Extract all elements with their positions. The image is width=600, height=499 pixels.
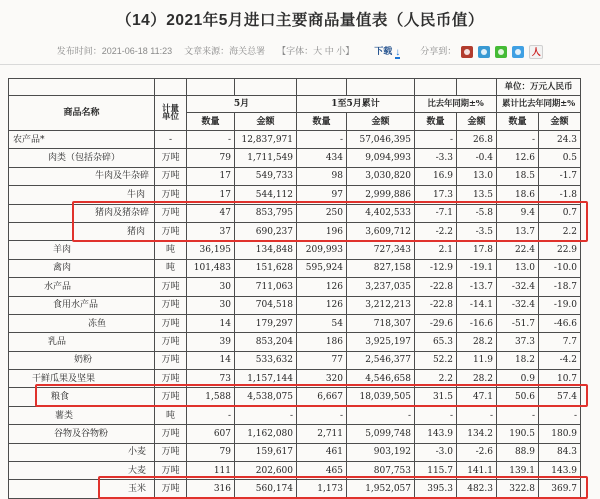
unit-cell: 万吨	[155, 425, 187, 443]
table-row	[9, 204, 581, 222]
value-cell: -	[235, 406, 297, 424]
value-cell: 180.9	[539, 425, 581, 443]
table-unit-row	[9, 79, 581, 96]
value-cell: 98	[297, 167, 347, 185]
download-label: 下载	[374, 46, 393, 56]
value-cell: -	[187, 131, 235, 149]
commodity-name: 牛肉	[9, 186, 155, 204]
header-commodity-name: 商品名称	[9, 96, 155, 131]
commodity-name: 猪肉	[9, 222, 155, 240]
value-cell: 0.5	[539, 149, 581, 167]
value-cell: -18.7	[539, 278, 581, 296]
value-cell: 718,307	[347, 314, 415, 332]
value-cell: 134.2	[457, 425, 497, 443]
value-cell: -	[497, 131, 539, 149]
unit-cell: 万吨	[155, 222, 187, 240]
unit-cell: 万吨	[155, 314, 187, 332]
value-cell: 209,993	[297, 241, 347, 259]
commodity-name: 大麦	[9, 462, 155, 480]
value-cell: 22.4	[497, 241, 539, 259]
value-cell: 5,099,748	[347, 425, 415, 443]
commodity-name: 粮食	[9, 388, 155, 406]
value-cell: 179,297	[235, 314, 297, 332]
value-cell: 159,617	[235, 443, 297, 461]
unit-cell: 吨	[155, 259, 187, 277]
share-bar	[420, 46, 543, 56]
unit-cell: 万吨	[155, 278, 187, 296]
value-cell: 6,667	[297, 388, 347, 406]
value-cell: 79	[187, 149, 235, 167]
commodity-name: 牛肉及牛杂碎	[9, 167, 155, 185]
wechat-icon[interactable]	[495, 46, 507, 58]
value-cell: -	[497, 406, 539, 424]
commodity-name: 肉类（包括杂碎）	[9, 149, 155, 167]
tencent-weibo-icon[interactable]	[512, 46, 524, 58]
value-cell: 549,733	[235, 167, 297, 185]
unit-cell: -	[155, 131, 187, 149]
header-unit-line1: 计量	[161, 103, 179, 114]
value-cell: 1,588	[187, 388, 235, 406]
empty-cell	[457, 79, 497, 96]
value-cell: 13.0	[497, 259, 539, 277]
value-cell: 37.3	[497, 333, 539, 351]
publish-time-value: 2021-06-18 11:23	[101, 46, 173, 56]
commodity-name: 小麦	[9, 443, 155, 461]
unit-cell: 万吨	[155, 204, 187, 222]
value-cell: 14	[187, 314, 235, 332]
value-cell: 853,204	[235, 333, 297, 351]
commodity-name: 羊肉	[9, 241, 155, 259]
value-cell: 115.7	[415, 462, 457, 480]
table-row	[9, 351, 581, 369]
unit-cell: 吨	[155, 241, 187, 259]
value-cell: 79	[187, 443, 235, 461]
value-cell: 57.4	[539, 388, 581, 406]
value-cell: 434	[297, 149, 347, 167]
empty-cell	[187, 79, 235, 96]
unit-note: 单位：万元人民币	[497, 79, 581, 96]
value-cell: 14	[187, 351, 235, 369]
value-cell: 141.1	[457, 462, 497, 480]
value-cell: 2.1	[415, 241, 457, 259]
unit-cell: 万吨	[155, 462, 187, 480]
value-cell: -19.1	[457, 259, 497, 277]
value-cell: 13.7	[497, 222, 539, 240]
value-cell: 316	[187, 480, 235, 498]
table-row	[9, 278, 581, 296]
value-cell: -4.2	[539, 351, 581, 369]
font-small-button[interactable]: 小	[336, 46, 346, 56]
empty-cell	[415, 79, 457, 96]
commodity-name: 水产品	[9, 278, 155, 296]
header-qty: 数量	[497, 113, 539, 131]
value-cell: 22.9	[539, 241, 581, 259]
value-cell: -	[415, 406, 457, 424]
value-cell: 18.2	[497, 351, 539, 369]
value-cell: 11.9	[457, 351, 497, 369]
download-icon: ↓	[395, 47, 401, 58]
value-cell: 807,753	[347, 462, 415, 480]
table-row	[9, 443, 581, 461]
value-cell: 101,483	[187, 259, 235, 277]
table-row	[9, 333, 581, 351]
value-cell: -3.0	[415, 443, 457, 461]
value-cell: 2,999,886	[347, 186, 415, 204]
value-cell: 39	[187, 333, 235, 351]
value-cell: 18.6	[497, 186, 539, 204]
value-cell: 3,925,197	[347, 333, 415, 351]
value-cell: -	[297, 406, 347, 424]
empty-cell	[235, 79, 297, 96]
value-cell: 73	[187, 370, 235, 388]
table-row	[9, 296, 581, 314]
value-cell: -	[539, 406, 581, 424]
value-cell: 322.8	[497, 480, 539, 498]
value-cell: 50.6	[497, 388, 539, 406]
header-may: 5月	[187, 96, 297, 113]
value-cell: -0.4	[457, 149, 497, 167]
value-cell: 97	[297, 186, 347, 204]
value-cell: 3,030,820	[347, 167, 415, 185]
value-cell: 17.8	[457, 241, 497, 259]
value-cell: -2.6	[457, 443, 497, 461]
table-row	[9, 388, 581, 406]
value-cell: -3.5	[457, 222, 497, 240]
value-cell: 3,237,035	[347, 278, 415, 296]
table-header-row-1	[9, 96, 581, 113]
unit-cell: 万吨	[155, 388, 187, 406]
commodity-table	[8, 78, 581, 499]
value-cell: 47	[187, 204, 235, 222]
icon-dot	[464, 49, 470, 55]
table-row	[9, 406, 581, 424]
value-cell: 52.2	[415, 351, 457, 369]
commodity-name: 食用水产品	[9, 296, 155, 314]
header-qty: 数量	[187, 113, 235, 131]
article-source	[184, 46, 265, 56]
value-cell: 139.1	[497, 462, 539, 480]
font-control-open: 【字体：	[277, 46, 314, 56]
value-cell: 88.9	[497, 443, 539, 461]
value-cell: 533,632	[235, 351, 297, 369]
value-cell: 320	[297, 370, 347, 388]
value-cell: -5.8	[457, 204, 497, 222]
unit-cell: 万吨	[155, 167, 187, 185]
value-cell: 1,952,057	[347, 480, 415, 498]
value-cell: -13.7	[457, 278, 497, 296]
value-cell: 1,157,144	[235, 370, 297, 388]
commodity-name: 猪肉及猪杂碎	[9, 204, 155, 222]
value-cell: 126	[297, 296, 347, 314]
value-cell: 10.7	[539, 370, 581, 388]
font-control-close: 】	[345, 46, 355, 56]
value-cell: 151,628	[235, 259, 297, 277]
value-cell: 3,212,213	[347, 296, 415, 314]
font-large-button[interactable]: 大	[313, 46, 323, 56]
value-cell: 65.3	[415, 333, 457, 351]
table-row	[9, 370, 581, 388]
value-cell: 54	[297, 314, 347, 332]
header-amt: 金额	[235, 113, 297, 131]
value-cell: -22.8	[415, 296, 457, 314]
header-unit-line2: 单位	[161, 112, 179, 122]
value-cell: 28.2	[457, 333, 497, 351]
commodity-name: 农产品*	[9, 131, 155, 149]
value-cell: 16.9	[415, 167, 457, 185]
value-cell: -1.7	[539, 167, 581, 185]
value-cell: -46.6	[539, 314, 581, 332]
value-cell: -	[297, 131, 347, 149]
value-cell: -19.0	[539, 296, 581, 314]
value-cell: 482.3	[457, 480, 497, 498]
table-row	[9, 425, 581, 443]
value-cell: 9.4	[497, 204, 539, 222]
unit-cell: 万吨	[155, 149, 187, 167]
value-cell: 727,343	[347, 241, 415, 259]
header-qty: 数量	[297, 113, 347, 131]
value-cell: 31.5	[415, 388, 457, 406]
sina-weibo-icon[interactable]	[461, 46, 473, 58]
value-cell: 704,518	[235, 296, 297, 314]
value-cell: 84.3	[539, 443, 581, 461]
value-cell: 544,112	[235, 186, 297, 204]
value-cell: -14.1	[457, 296, 497, 314]
header-qty: 数量	[415, 113, 457, 131]
value-cell: 560,174	[235, 480, 297, 498]
unit-cell: 吨	[155, 406, 187, 424]
value-cell: 186	[297, 333, 347, 351]
value-cell: -29.6	[415, 314, 457, 332]
table-body	[9, 131, 581, 499]
table-row	[9, 259, 581, 277]
unit-cell: 万吨	[155, 351, 187, 369]
icon-dot	[515, 49, 521, 55]
share-icons	[456, 45, 543, 59]
table-row	[9, 462, 581, 480]
header-yoy: 比去年同期±%	[415, 96, 497, 113]
unit-cell: 万吨	[155, 333, 187, 351]
value-cell: 17.3	[415, 186, 457, 204]
value-cell: 28.2	[457, 370, 497, 388]
value-cell: 26.8	[457, 131, 497, 149]
value-cell: -10.0	[539, 259, 581, 277]
commodity-name: 禽肉	[9, 259, 155, 277]
value-cell: -3.3	[415, 149, 457, 167]
value-cell: 1,162,080	[235, 425, 297, 443]
article-source-label: 文章来源：	[184, 46, 230, 56]
value-cell: 143.9	[539, 462, 581, 480]
value-cell: 3,609,712	[347, 222, 415, 240]
article-source-value: 海关总署	[229, 46, 266, 56]
value-cell: 77	[297, 351, 347, 369]
value-cell: -22.8	[415, 278, 457, 296]
value-cell: 2,546,377	[347, 351, 415, 369]
value-cell: 17	[187, 186, 235, 204]
header-amt: 金额	[457, 113, 497, 131]
value-cell: 1,711,549	[235, 149, 297, 167]
value-cell: 395.3	[415, 480, 457, 498]
empty-cell	[347, 79, 415, 96]
unit-cell: 万吨	[155, 443, 187, 461]
table-row	[9, 186, 581, 204]
value-cell: 18,039,505	[347, 388, 415, 406]
value-cell: 17	[187, 167, 235, 185]
value-cell: 690,237	[235, 222, 297, 240]
value-cell: 36,195	[187, 241, 235, 259]
value-cell: -	[415, 131, 457, 149]
header-amt: 金额	[539, 113, 581, 131]
value-cell: 4,402,533	[347, 204, 415, 222]
publish-time-label: 发布时间：	[56, 46, 102, 56]
qzone-icon[interactable]	[478, 46, 490, 58]
value-cell: 9,094,993	[347, 149, 415, 167]
empty-cell	[297, 79, 347, 96]
table-row	[9, 222, 581, 240]
value-cell: 0.7	[539, 204, 581, 222]
value-cell: 12,837,971	[235, 131, 297, 149]
value-cell: 111	[187, 462, 235, 480]
unit-cell: 万吨	[155, 186, 187, 204]
value-cell: 853,795	[235, 204, 297, 222]
value-cell: 12.6	[497, 149, 539, 167]
commodity-name: 冻鱼	[9, 314, 155, 332]
meta-bar	[0, 44, 600, 59]
value-cell: 202,600	[235, 462, 297, 480]
value-cell: 13.0	[457, 167, 497, 185]
value-cell: 607	[187, 425, 235, 443]
unit-cell: 万吨	[155, 296, 187, 314]
download-link[interactable]	[374, 46, 400, 56]
share-label: 分享到：	[420, 46, 457, 56]
icon-dot	[498, 49, 504, 55]
value-cell: 250	[297, 204, 347, 222]
value-cell: 903,192	[347, 443, 415, 461]
table-row	[9, 149, 581, 167]
table-row	[9, 314, 581, 332]
unit-cell: 万吨	[155, 370, 187, 388]
value-cell: 57,046,395	[347, 131, 415, 149]
commodity-name: 薯类	[9, 406, 155, 424]
header-amt: 金额	[347, 113, 415, 131]
value-cell: 465	[297, 462, 347, 480]
value-cell: 0.9	[497, 370, 539, 388]
header-cumulative-yoy: 累计比去年同期±%	[497, 96, 581, 113]
value-cell: 2.2	[415, 370, 457, 388]
commodity-name: 谷物及谷物粉	[9, 425, 155, 443]
font-medium-button[interactable]: 中	[324, 46, 334, 56]
value-cell: 13.5	[457, 186, 497, 204]
value-cell: -7.1	[415, 204, 457, 222]
publish-time	[57, 46, 172, 56]
value-cell: 126	[297, 278, 347, 296]
value-cell: 4,538,075	[235, 388, 297, 406]
header-unit	[155, 96, 187, 131]
header-cumulative: 1至5月累计	[297, 96, 415, 113]
commodity-name: 干鲜瓜果及坚果	[9, 370, 155, 388]
value-cell: 2,711	[297, 425, 347, 443]
value-cell: -32.4	[497, 278, 539, 296]
value-cell: -	[457, 406, 497, 424]
value-cell: 2.2	[539, 222, 581, 240]
value-cell: 47.1	[457, 388, 497, 406]
people-weibo-icon[interactable]: 人	[529, 45, 543, 59]
value-cell: 4,546,658	[347, 370, 415, 388]
value-cell: 190.5	[497, 425, 539, 443]
value-cell: -51.7	[497, 314, 539, 332]
commodity-name: 奶粉	[9, 351, 155, 369]
value-cell: -1.8	[539, 186, 581, 204]
value-cell: 143.9	[415, 425, 457, 443]
table-row	[9, 167, 581, 185]
value-cell: -2.2	[415, 222, 457, 240]
value-cell: 7.7	[539, 333, 581, 351]
value-cell: 30	[187, 278, 235, 296]
value-cell: 37	[187, 222, 235, 240]
unit-cell: 万吨	[155, 480, 187, 498]
empty-cell	[9, 79, 155, 96]
header-divider	[0, 64, 600, 65]
value-cell: 30	[187, 296, 235, 314]
value-cell: -	[347, 406, 415, 424]
value-cell: 827,158	[347, 259, 415, 277]
table-row	[9, 131, 581, 149]
commodity-name: 乳品	[9, 333, 155, 351]
value-cell: -16.6	[457, 314, 497, 332]
value-cell: 461	[297, 443, 347, 461]
value-cell: -	[187, 406, 235, 424]
value-cell: -12.9	[415, 259, 457, 277]
value-cell: 1,173	[297, 480, 347, 498]
page-title: （14）2021年5月进口主要商品量值表（人民币值）	[116, 12, 484, 29]
value-cell: 595,924	[297, 259, 347, 277]
value-cell: 711,063	[235, 278, 297, 296]
value-cell: 134,848	[235, 241, 297, 259]
empty-cell	[155, 79, 187, 96]
icon-dot	[481, 49, 487, 55]
commodity-table-wrap	[8, 78, 580, 499]
commodity-name: 玉米	[9, 480, 155, 498]
value-cell: 18.5	[497, 167, 539, 185]
value-cell: 24.3	[539, 131, 581, 149]
table-row	[9, 241, 581, 259]
value-cell: 196	[297, 222, 347, 240]
value-cell: 369.7	[539, 480, 581, 498]
value-cell: -32.4	[497, 296, 539, 314]
font-size-control	[277, 46, 354, 56]
